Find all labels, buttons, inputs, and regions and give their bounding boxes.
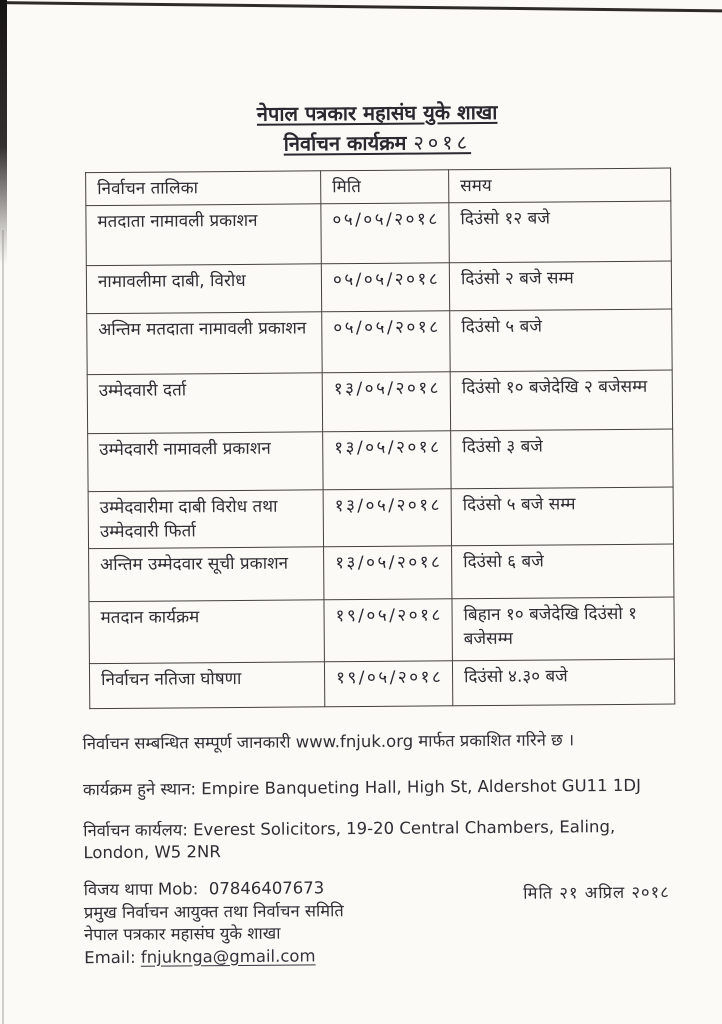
time-cell: दिउंसो ५ बजे सम्म	[451, 487, 673, 546]
info-line: निर्वाचन सम्बन्धित सम्पूर्ण जानकारी www.fnjuk.org मार्फत प्रकाशित गरिने छ ।	[82, 730, 575, 754]
schedule-item-cell: मतदाता नामावली प्रकाशन	[86, 204, 321, 266]
schedule-item-cell: नामावलीमा दाबी, विरोध	[86, 264, 321, 314]
column-header-date: मिति	[321, 170, 449, 204]
date-cell: १३/०५/२०१८	[324, 546, 452, 600]
date-cell: १३/०५/२०१८	[323, 489, 451, 547]
column-header-schedule: निर्वाचन तालिका	[86, 171, 321, 206]
table-row	[89, 544, 674, 602]
date-cell: १३/०५/२०१८	[322, 372, 450, 432]
date-cell: ०५/०५/२०१८	[321, 263, 449, 312]
title-line2-text: निर्वाचन कार्यक्रम	[283, 130, 407, 156]
schedule-item-cell: उम्मेदवारीमा दाबी विरोध तथा उम्मेदवारी फिर्ता	[88, 490, 323, 549]
time-cell: दिउंसो ४.३० बजे	[452, 659, 674, 706]
email-line	[84, 945, 344, 970]
schedule-item-cell: मतदान कार्यक्रम	[89, 600, 324, 664]
schedule-item-cell: उम्मेदवारी नामावली प्रकाशन	[88, 432, 323, 492]
schedule-item-cell: अन्तिम मतदाता नामावली प्रकाशन	[87, 312, 322, 375]
table-row	[88, 429, 673, 492]
signature-row	[84, 875, 677, 970]
schedule-item-cell: उम्मेदवारी दर्ता	[87, 373, 322, 434]
document-title-block	[85, 96, 670, 161]
email-label: Email:	[84, 947, 141, 967]
time-cell: दिउंसो ५ बजे	[450, 309, 672, 372]
table-row	[87, 370, 672, 434]
table-row	[88, 487, 673, 549]
time-cell: दिउंसो २ बजे सम्म	[449, 261, 671, 311]
date-cell: ०५/०५/२०१८	[321, 203, 449, 264]
date-cell: १९/०५/२०१८	[324, 661, 452, 707]
document-title-line1: नेपाल पत्रकार महासंघ युके शाखा	[256, 99, 498, 126]
date-cell: १९/०५/२०१८	[324, 599, 452, 662]
email-address: fnjuknga@gmail.com	[140, 945, 316, 967]
document-footer	[82, 729, 676, 970]
time-cell: बिहान १० बजेदेखि दिउंसो १ बजेसम्म	[452, 597, 674, 661]
election-schedule-table	[85, 168, 675, 710]
org-line: नेपाल पत्रकार महासंघ युके शाखा	[84, 923, 281, 945]
column-header-time: समय	[449, 168, 671, 203]
role-line: प्रमुख निर्वाचन आयुक्त तथा निर्वाचन समिति	[83, 900, 344, 922]
table-row	[89, 597, 674, 664]
date-cell: १३/०५/२०१८	[323, 431, 451, 490]
table-row	[86, 261, 671, 314]
signature-block	[84, 877, 345, 969]
time-cell: दिउंसो ६ बजे	[452, 544, 674, 599]
table-row	[86, 201, 671, 266]
title-line2-year: २०१८	[413, 130, 472, 155]
venue-line: कार्यक्रम हुने स्थान: Empire Banqueting Hall, High St, Aldershot GU11 1DJ	[82, 775, 641, 800]
document-title-line2	[85, 126, 670, 161]
time-cell: दिउंसो ३ बजे	[451, 429, 673, 489]
contact-line: विजय थापा Mob: 07846407673	[83, 878, 325, 900]
office-line: निर्वाचन कार्यलय: Everest Solicitors, 19-20 Central Chambers, Ealing, London, W5 2NR	[83, 816, 621, 863]
table-row	[87, 309, 672, 375]
table-body	[86, 201, 675, 709]
table-header-row	[86, 168, 671, 206]
schedule-item-cell: निर्वाचन नतिजा घोषणा	[89, 662, 324, 709]
schedule-item-cell: अन्तिम उम्मेदवार सूची प्रकाशन	[89, 547, 324, 602]
time-cell: दिउंसो १० बजेदेखि २ बजेसम्म	[450, 370, 672, 431]
date-cell: ०५/०५/२०१८	[322, 311, 450, 373]
table-row	[89, 659, 674, 709]
issue-date: मिति २१ अप्रिल २०१८	[523, 882, 670, 903]
time-cell: दिउंसो १२ बजे	[449, 201, 671, 263]
